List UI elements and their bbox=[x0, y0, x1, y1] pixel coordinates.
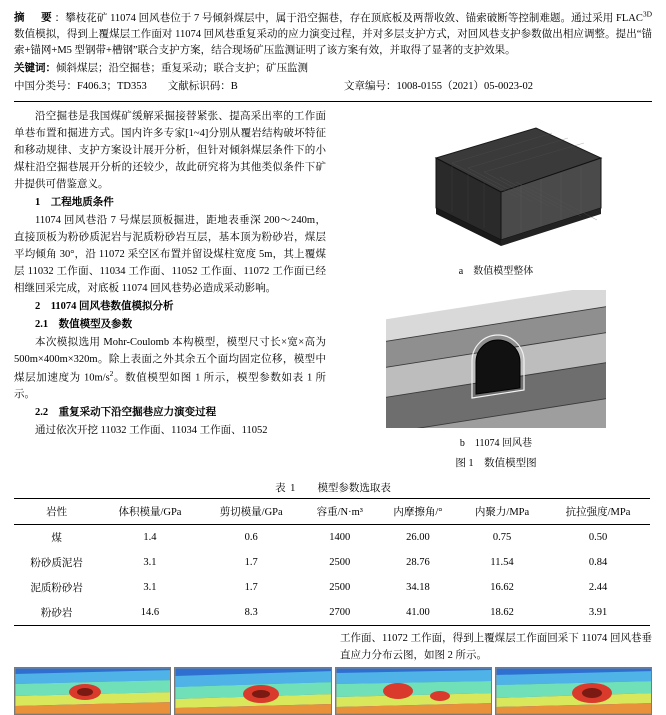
cell-lithology: 煤 bbox=[51, 533, 62, 545]
cell-value: 3.1 bbox=[143, 557, 157, 569]
contour-panel-2 bbox=[174, 667, 331, 715]
numerical-model-cube-icon bbox=[376, 112, 616, 262]
keywords-text: 倾斜煤层；沿空掘巷；重复采动；联合支护；矿压监测 bbox=[56, 63, 308, 75]
cell-value: 26.00 bbox=[406, 532, 430, 544]
table-header-row bbox=[14, 499, 650, 525]
cell-value: 11.54 bbox=[490, 557, 514, 569]
abstract-text: ：攀枝花矿 11074 回风巷位于 7 号倾斜煤层中，属于沿空掘巷，存在顶底板及两帮收敛、锚索破断等控制难题。通过采用 $FLAC^{3D}$ 数值模拟，得到上覆煤层工作面对 11074 回风巷重复采动的应力演变过程，并对多层支护方式，对回风巷支护参数做出相应调整。提出“锚索+锚网+M5 型钢带+槽钢”联合支护方案，结合现场矿压监测证明了该方案有效，并取得了显著的支护效果。 bbox=[14, 9, 653, 57]
figure-b-wrap bbox=[340, 284, 652, 472]
cell-value: 41.00 bbox=[378, 600, 458, 626]
col-header-cohesion: 内聚力/MPa bbox=[458, 499, 546, 525]
contour-panel-1 bbox=[14, 667, 171, 715]
figure-a-caption: a 数值模型整体 bbox=[458, 265, 534, 277]
table-1-label: 表 1 bbox=[275, 483, 297, 495]
section-1-paragraph: 11074 回风巷沿 7 号煤层顶板掘进，距地表垂深 200～240m，直接顶板为粉砂质泥岩与泥质粉砂岩互层，基本顶为粉砂岩，煤层平均倾角 30°，沿 11072 采空区布置并留设煤柱宽度 5m，其上覆煤层 11032 工作面、11034 工作面、11052 工作面、11072 工作面已经相继回采完成，对底板 11074 回风巷势必造成采动影响。 bbox=[14, 214, 326, 294]
cell-lithology: 粉砂质泥岩 bbox=[30, 558, 83, 570]
col-header-lithology: 岩性 bbox=[14, 499, 99, 525]
cell-value: 16.62 bbox=[490, 582, 514, 594]
keywords-label: 关键词： bbox=[14, 63, 56, 75]
figure-2-strip bbox=[0, 665, 666, 715]
cell-lithology: 泥质粉砂岩 bbox=[30, 583, 83, 595]
cell-value: 2.44 bbox=[588, 582, 608, 594]
article-number-value: 1008-0155（2021）05-0023-02 bbox=[396, 81, 533, 93]
cell-value: 3.91 bbox=[546, 600, 650, 626]
cell-value: 2500 bbox=[329, 557, 351, 569]
col-header-bulk-modulus: 体积模量/GPa bbox=[99, 499, 200, 525]
classification-value: F406.3；TD353 bbox=[77, 81, 147, 93]
cell-value: 2500 bbox=[329, 582, 351, 594]
section-heading-2-1: 2.1 数值模型及参数 bbox=[35, 318, 133, 330]
stress-contour-icon bbox=[496, 668, 652, 714]
classification-label: 中国分类号： bbox=[14, 81, 77, 93]
intro-paragraph: 沿空掘巷是我国煤矿缓解采掘接替紧张、提高采出率的工作面单巷布置和掘进方式。国内许多专家[1~4]分别从覆岩结构破坏特征和移动规律、支护方案设计展开分析，但针对倾斜煤层条件下的小煤柱沿空掘巷展开分析的还较少，故此研究将为其他类似条件下矿井提供可借鉴意义。 bbox=[14, 110, 326, 190]
figure-a-image bbox=[376, 112, 616, 262]
section-2-2-paragraph: 通过依次开挖 11032 工作面、11034 工作面、11052 bbox=[35, 425, 268, 437]
table-1-title bbox=[0, 480, 666, 495]
left-column bbox=[14, 108, 326, 472]
continuation-paragraph: 工作面、11072 工作面，得到上覆煤层工作面回采下 11074 回风巷垂直应力分布云图，如图 2 所示。 bbox=[340, 633, 652, 662]
cell-value: 1.7 bbox=[244, 582, 258, 594]
cell-value: 8.3 bbox=[201, 600, 302, 626]
cell-value: 28.76 bbox=[406, 557, 430, 569]
stress-contour-icon bbox=[175, 668, 331, 714]
classification-group bbox=[14, 79, 344, 96]
figure-b-caption: b 11074 回风巷 bbox=[459, 438, 533, 450]
article-number-label: 文章编号： bbox=[344, 81, 397, 93]
section-heading-2: 2 11074 回风巷数值模拟分析 bbox=[35, 300, 174, 312]
meta-row bbox=[0, 78, 666, 96]
cell-value: 14.6 bbox=[99, 600, 200, 626]
stress-contour-icon bbox=[336, 668, 492, 714]
cell-value: 0.84 bbox=[588, 557, 608, 569]
cell-value: 3.1 bbox=[143, 582, 157, 594]
right-column bbox=[340, 108, 652, 472]
body-columns bbox=[0, 102, 666, 472]
keywords-line bbox=[0, 59, 666, 78]
table-head bbox=[14, 499, 650, 525]
abstract-label: 摘 要 bbox=[14, 12, 55, 24]
figure-a-wrap bbox=[340, 112, 652, 280]
cell-value: 0.50 bbox=[588, 532, 608, 544]
model-parameters-table bbox=[14, 498, 650, 626]
table-row bbox=[14, 525, 650, 551]
col-header-tensile-strength: 抗拉强度/MPa bbox=[546, 499, 650, 525]
table-1-text: 模型参数选取表 bbox=[317, 483, 391, 495]
bottom-right-column bbox=[340, 630, 652, 665]
article-number-group bbox=[344, 79, 652, 96]
stress-contour-icon bbox=[15, 668, 171, 714]
figure-b-image bbox=[376, 284, 616, 434]
roadway-tunnel-icon bbox=[376, 284, 616, 434]
table-body bbox=[14, 525, 650, 626]
cell-value: 34.18 bbox=[406, 582, 430, 594]
section-heading-2-2: 2.2 重复采动下沿空掘巷应力演变过程 bbox=[35, 407, 217, 419]
table-row bbox=[14, 550, 650, 575]
bottom-left-column bbox=[14, 630, 326, 665]
table-row bbox=[14, 600, 650, 626]
doc-type-value: B bbox=[230, 81, 238, 93]
section-heading-1: 1 工程地质条件 bbox=[35, 196, 114, 208]
abstract-block bbox=[0, 0, 666, 59]
contour-panel-3 bbox=[335, 667, 492, 715]
cell-lithology: 粉砂岩 bbox=[14, 600, 99, 626]
figure-1-caption: 图 1 数值模型图 bbox=[455, 458, 537, 470]
table-row bbox=[14, 575, 650, 600]
col-header-friction-angle: 内摩擦角/° bbox=[378, 499, 458, 525]
contour-panel-4 bbox=[495, 667, 652, 715]
cell-value: 1.7 bbox=[244, 557, 258, 569]
cell-value: 0.6 bbox=[244, 532, 258, 544]
bottom-columns bbox=[0, 626, 666, 665]
col-header-unit-weight: 容重/N·m³ bbox=[302, 499, 378, 525]
doc-type-label: 文献标识码： bbox=[167, 81, 231, 93]
col-header-shear-modulus: 剪切模量/GPa bbox=[201, 499, 302, 525]
cell-value: 2700 bbox=[302, 600, 378, 626]
cell-value: 1.4 bbox=[143, 532, 157, 544]
cell-value: 18.62 bbox=[458, 600, 546, 626]
cell-value: 0.75 bbox=[492, 532, 512, 544]
cell-value: 1400 bbox=[329, 532, 351, 544]
section-2-1-paragraph: 本次模拟选用 Mohr-Coulomb 本构模型，模型尺寸长×宽×高为 500m×400m×320m。除上表面之外其余五个面均固定位移，模型中煤层加速度为 $10m/s^2$。数值模型如图 1 所示，模型参数如表 1 所示。 bbox=[14, 336, 327, 401]
